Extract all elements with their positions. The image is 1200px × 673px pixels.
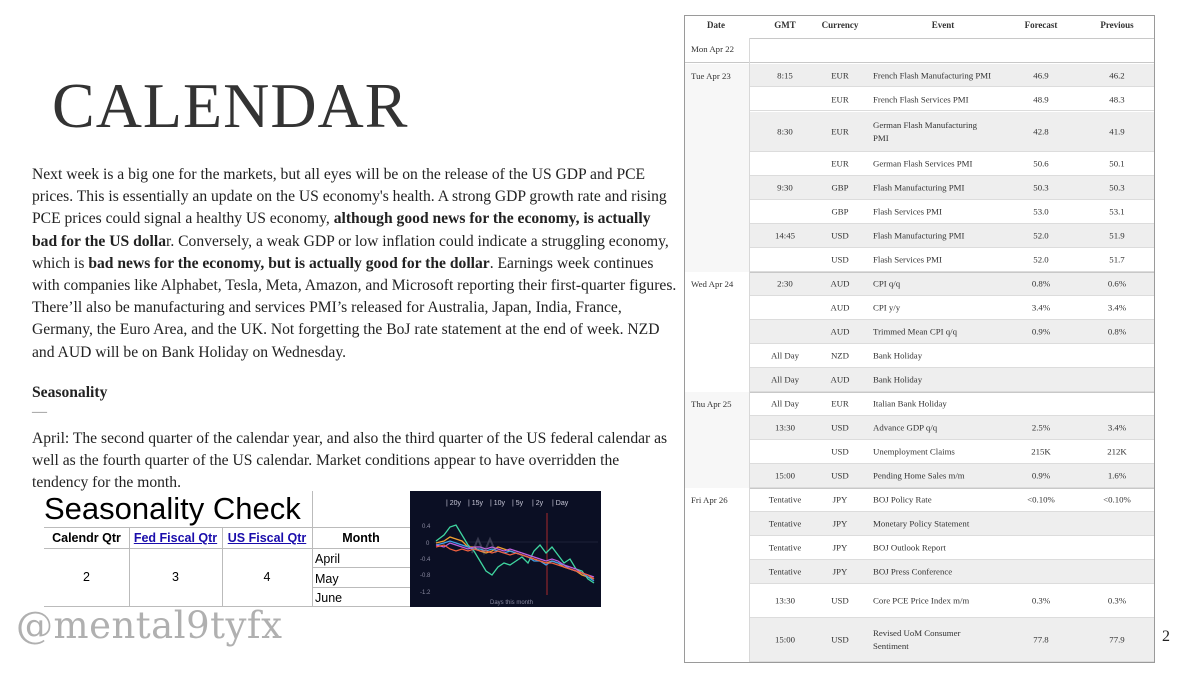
calendar-qtr-value: 2 (83, 570, 90, 584)
calendar-cell-pv: 53.1 (1109, 206, 1125, 217)
calendar-row (685, 88, 1155, 111)
calendar-cell-event: CPI y/y (873, 302, 901, 313)
calendar-cell-event: Advance GDP q/q (873, 422, 938, 433)
header-currency: Currency (821, 20, 859, 30)
header-gmt: GMT (774, 20, 796, 30)
calendar-cell-gmt: All Day (770, 350, 800, 361)
seasonality-check-table (44, 491, 410, 607)
calendar-cell-cur: GBP (831, 182, 849, 193)
calendar-cell-event: Pending Home Sales m/m (873, 470, 965, 481)
calendar-cell-event: CPI q/q (873, 278, 901, 289)
calendar-cell-gmt: Tentative (768, 518, 802, 529)
calendar-row (685, 64, 1155, 87)
calendar-cell-fc: 215K (1031, 446, 1051, 457)
calendar-cell-pv: 3.4% (1107, 422, 1127, 433)
calendar-cell-cur: JPY (832, 542, 848, 553)
calendar-cell-event: BOJ Policy Rate (873, 494, 932, 505)
calendar-cell-gmt: 8:30 (777, 126, 793, 137)
day-label: Mon Apr 22 (691, 44, 735, 54)
calendar-cell-gmt: 15:00 (774, 634, 796, 645)
calendar-cell-event: French Flash Manufacturing PMI (873, 70, 992, 80)
tab-day[interactable]: | Day (552, 500, 569, 507)
seasonality-mini-chart (410, 491, 601, 607)
header-event: Event (931, 20, 955, 30)
calendar-cell-cur: AUD (830, 326, 850, 337)
y-tick-neg0.4: -0.4 (420, 557, 431, 563)
calendar-cell-fc: 53.0 (1033, 206, 1049, 217)
y-tick-0: 0 (426, 541, 430, 547)
seasonality-divider: — (32, 404, 47, 420)
calendar-cell-fc: 50.3 (1033, 182, 1049, 193)
calendar-row (685, 512, 1155, 536)
calendar-cell-cur: USD (831, 254, 849, 265)
calendar-cell-cur: USD (831, 595, 849, 606)
tab-5y[interactable]: | 5y (512, 500, 524, 507)
seasonality-chart-svg (410, 491, 601, 607)
intro-text-3: . Earnings week continues with companies like Alphabet, Tesla, Meta, Amazon, and Microsoft reporting their first-quarter figures. There’ll also be manufacturing and services PMI’s released for Australia, Japan, India, France, Germany, the Euro Area, and the UK. Not forgetting the BoJ rate statement at the end of week. NZD and AUD will be on Bank Holiday on Wednesday. (32, 254, 677, 361)
header-forecast: Forecast (1024, 20, 1058, 30)
calendar-row (685, 536, 1155, 560)
calendar-cell-cur: NZD (830, 350, 850, 361)
tab-20y[interactable]: | 20y (446, 500, 462, 507)
calendar-cell-gmt: Tentative (768, 494, 802, 505)
calendar-row (685, 296, 1155, 320)
calendar-row (685, 584, 1155, 618)
calendar-header-row (685, 16, 1155, 39)
calendar-cell-cur: AUD (830, 278, 850, 289)
calendar-cell-event: Flash Services PMI (873, 254, 942, 265)
calendar-cell-cur: JPY (832, 494, 848, 505)
fed-fiscal-qtr-link[interactable]: Fed Fiscal Qtr (133, 531, 218, 545)
calendar-row (685, 464, 1155, 488)
author-watermark: @mental9tyfx (16, 604, 283, 647)
day-label: Thu Apr 25 (691, 399, 732, 409)
calendar-cell-pv: 212K (1107, 446, 1127, 457)
y-tick-neg1.2: -1.2 (420, 590, 431, 596)
intro-bold-1: although good news for the economy, is actually bad for the US dolla (32, 210, 651, 250)
tab-15y[interactable]: | 15y (468, 500, 484, 507)
calendar-cell-fc: 46.9 (1033, 70, 1049, 80)
calendar-cell-cur: EUR (831, 126, 849, 137)
calendar-cell-fc: 48.9 (1033, 94, 1049, 104)
calendar-cell-event: Bank Holiday (873, 374, 923, 385)
intro-text-2: r. Conversely, a weak GDP or low inflation could indicate a struggling economy, which is (32, 232, 669, 272)
calendar-cell-gmt: All Day (770, 398, 800, 409)
calendar-cell-event: German Flash Manufacturing PMI (873, 120, 978, 143)
y-tick-neg0.8: -0.8 (420, 573, 431, 579)
calendar-cell-cur: AUD (830, 374, 850, 385)
calendar-row (685, 200, 1155, 224)
calendar-cell-pv: 48.3 (1109, 94, 1125, 104)
calendar-cell-cur: USD (831, 634, 849, 645)
calendar-cell-cur: JPY (832, 566, 848, 577)
calendar-row (685, 488, 1155, 512)
calendar-cell-pv: 41.9 (1109, 126, 1125, 137)
calendar-cell-fc: 42.8 (1033, 126, 1049, 137)
calendar-cell-event: Flash Manufacturing PMI (873, 230, 965, 241)
calendar-cell-fc: 52.0 (1033, 230, 1049, 241)
calendar-cell-gmt: Tentative (768, 566, 802, 577)
calendar-cell-cur: USD (831, 470, 849, 481)
calendar-cell-event: Trimmed Mean CPI q/q (873, 326, 957, 337)
calendar-cell-event: Flash Services PMI (873, 206, 942, 217)
calendar-cell-event: Core PCE Price Index m/m (873, 595, 970, 606)
calendar-cell-gmt: Tentative (768, 542, 802, 553)
calendar-cell-fc: 0.9% (1031, 326, 1051, 337)
calendar-cell-cur: USD (831, 230, 849, 241)
calendar-row (685, 344, 1155, 368)
calendar-cell-event: Bank Holiday (873, 350, 923, 361)
calendar-row (685, 224, 1155, 248)
calendar-qtr-header: Calendr Qtr (52, 531, 121, 545)
calendar-cell-gmt: 14:45 (774, 230, 796, 241)
calendar-row (685, 272, 1155, 296)
calendar-row (685, 112, 1155, 152)
calendar-row (685, 320, 1155, 344)
calendar-cell-gmt: All Day (770, 374, 800, 385)
calendar-cell-pv: 0.6% (1107, 278, 1127, 289)
calendar-cell-pv: 3.4% (1107, 302, 1127, 313)
us-fiscal-qtr-link[interactable]: US Fiscal Qtr (227, 531, 307, 545)
day-label: Tue Apr 23 (691, 71, 731, 81)
month-header: Month (342, 531, 380, 545)
calendar-cell-gmt: 13:30 (774, 595, 796, 606)
header-previous: Previous (1100, 20, 1134, 30)
calendar-cell-pv: 77.9 (1109, 634, 1125, 645)
day-label: Fri Apr 26 (691, 495, 728, 505)
calendar-cell-fc: 0.8% (1031, 278, 1051, 289)
calendar-cell-cur: EUR (831, 158, 849, 169)
calendar-cell-fc: 77.8 (1033, 634, 1049, 645)
calendar-cell-pv: 1.6% (1107, 470, 1127, 481)
calendar-cell-fc: 3.4% (1031, 302, 1051, 313)
chart-xlabel: Days this month (490, 600, 534, 606)
month-june: June (315, 591, 343, 605)
calendar-cell-cur: JPY (832, 518, 848, 529)
fed-fiscal-qtr-value: 3 (172, 570, 179, 584)
calendar-cell-gmt: 13:30 (774, 422, 796, 433)
calendar-cell-cur: EUR (831, 94, 849, 104)
day-label: Wed Apr 24 (691, 279, 734, 289)
seasonality-check-widget (44, 491, 601, 607)
calendar-cell-fc: <0.10% (1027, 494, 1055, 505)
month-april: April (315, 552, 341, 566)
calendar-cell-event: German Flash Services PMI (873, 158, 973, 169)
economic-calendar-table (684, 15, 1155, 663)
calendar-cell-gmt: 2:30 (777, 278, 793, 289)
calendar-row (685, 248, 1155, 272)
calendar-cell-event: Monetary Policy Statement (873, 518, 970, 529)
calendar-cell-pv: <0.10% (1103, 494, 1131, 505)
calendar-cell-cur: EUR (831, 70, 849, 80)
tab-10y[interactable]: | 10y (490, 500, 506, 507)
calendar-cell-cur: EUR (831, 398, 849, 409)
calendar-cell-event: BOJ Outlook Report (873, 542, 946, 553)
tab-2y[interactable]: | 2y (532, 500, 544, 507)
seasonality-text: April: The second quarter of the calendar year, and also the third quarter of the US federal calendar as well as the fourth quarter of the US calendar. Market conditions appear to have overridden the tendency for the month. (32, 430, 668, 492)
calendar-cell-cur: USD (831, 422, 849, 433)
month-may: May (315, 572, 339, 586)
calendar-cell-fc: 50.6 (1033, 158, 1049, 169)
calendar-cell-pv: 0.3% (1107, 595, 1127, 606)
calendar-cell-event: BOJ Press Conference (873, 566, 953, 577)
calendar-cell-pv: 51.9 (1109, 230, 1125, 241)
calendar-cell-fc: 0.9% (1031, 470, 1051, 481)
calendar-cell-pv: 46.2 (1109, 70, 1125, 80)
calendar-cell-gmt: 8:15 (777, 70, 793, 80)
calendar-cell-fc: 2.5% (1031, 422, 1051, 433)
calendar-cell-event: Revised UoM Consumer Sentiment (873, 628, 961, 651)
page-title: CALENDAR (52, 70, 409, 141)
calendar-row (685, 392, 1155, 416)
calendar-cell-event: Italian Bank Holiday (873, 398, 947, 409)
page-number: 2 (1162, 628, 1170, 645)
calendar-row (685, 560, 1155, 584)
calendar-cell-pv: 50.3 (1109, 182, 1125, 193)
calendar-cell-event: French Flash Services PMI (873, 94, 969, 104)
calendar-cell-gmt: 15:00 (774, 470, 796, 481)
intro-bold-2: bad news for the economy, but is actually good for the dollar (88, 254, 490, 272)
calendar-cell-pv: 0.8% (1107, 326, 1127, 337)
calendar-cell-event: Flash Manufacturing PMI (873, 182, 965, 193)
calendar-cell-fc: 52.0 (1033, 254, 1049, 265)
calendar-cell-pv: 50.1 (1109, 158, 1125, 169)
seasonality-heading: Seasonality (32, 384, 108, 401)
calendar-cell-cur: USD (831, 446, 849, 457)
seasonality-check-title: Seasonality Check (44, 491, 301, 526)
intro-paragraph (32, 164, 677, 364)
header-date: Date (707, 20, 725, 30)
calendar-cell-cur: AUD (830, 302, 850, 313)
calendar-cell-pv: 51.7 (1109, 254, 1125, 265)
calendar-cell-gmt: 9:30 (777, 182, 793, 193)
us-fiscal-qtr-value: 4 (263, 570, 271, 584)
intro-text-1: Next week is a big one for the markets, but all eyes will be on the release of the US GDP and PCE prices. This is essentially an update on the US economy's health. A strong GDP growth rate and rising PCE prices could signal a healthy US economy, (32, 166, 667, 228)
calendar-cell-cur: GBP (831, 206, 849, 217)
calendar-cell-event: Unemployment Claims (873, 446, 955, 457)
calendar-cell-fc: 0.3% (1031, 595, 1051, 606)
calendar-row (685, 152, 1155, 176)
calendar-row (685, 368, 1155, 392)
calendar-row (685, 416, 1155, 440)
calendar-row (685, 440, 1155, 464)
calendar-row (685, 176, 1155, 200)
y-tick-0.4: 0.4 (422, 524, 431, 530)
calendar-row (685, 618, 1155, 662)
